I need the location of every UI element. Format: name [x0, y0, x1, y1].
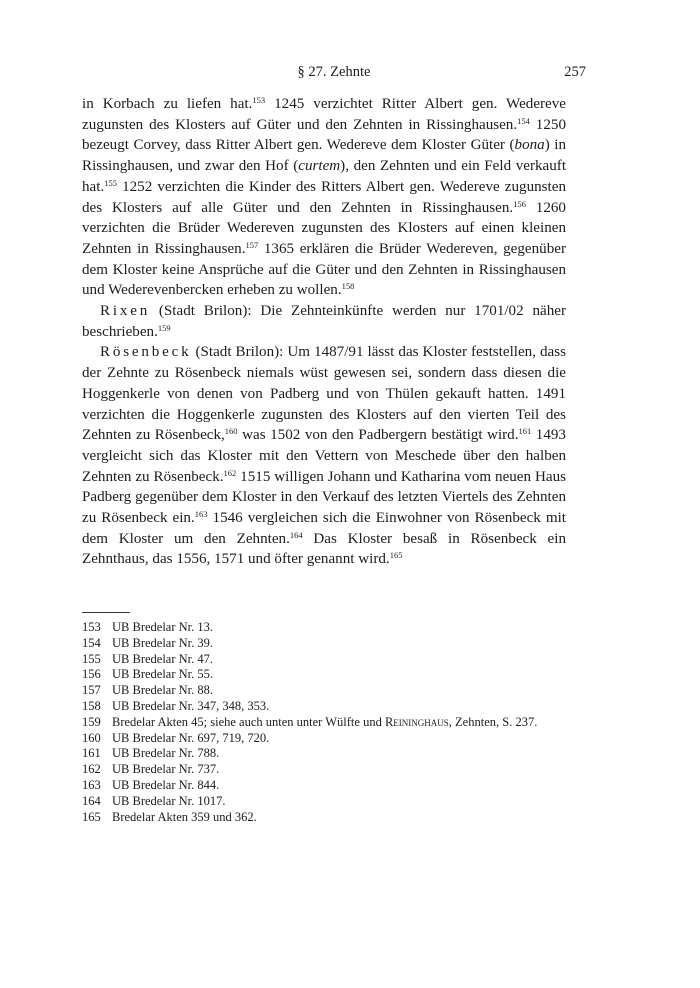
- text-run: 1250 bezeugt Corvey, dass Ritter Albert gen. Wedereve dem Kloster Güter (: [82, 116, 566, 154]
- footnote-item: [82, 731, 566, 747]
- text-run: 1493 vergleicht sich das Kloster mit den Vettern von Meschede über den halben Zehnten zu Rösenbeck.: [82, 427, 566, 485]
- page-number: 257: [564, 64, 586, 80]
- footnote-text: UB Bredelar Nr. 347, 348, 353.: [112, 698, 270, 713]
- footnote-text: UB Bredelar Nr. 788.: [112, 746, 220, 761]
- text-run: 1365 erklären die Brüder Wedereven, gegenüber dem Kloster keine Ansprüche auf die Güter und den Zehnten in Rissinghausen und Wederevenbercken erheben zu wollen.: [82, 240, 566, 299]
- footnote-ref-153[interactable]: 153: [252, 95, 266, 105]
- footnote-number: 163: [82, 777, 101, 792]
- footnote-number: 156: [82, 667, 101, 682]
- footnote-ref-161[interactable]: 161: [518, 426, 532, 437]
- footnote-number: 165: [82, 809, 101, 824]
- footnote-ref-154[interactable]: 154: [517, 115, 530, 126]
- footnote-ref-162[interactable]: 162: [223, 467, 237, 478]
- place-name-rixen: Rixen: [100, 303, 151, 320]
- text-run: (Stadt Brilon): Um 1487/91 lässt das Kloster feststellen, dass der Zehnte zu Rösenbeck niemals wüst gewesen sei, sondern dass diesen die Hoggenkerle von denen von Padberg und von Thülen gekauft hatten. 1491 verzichten die Hoggenkerle zugunsten des Klosters auf den vierten Teil des Zehnten zu Rösenbeck,: [82, 344, 566, 444]
- text-run: Das Kloster besaß in Rösenbeck ein Zehnthaus, das 1556, 1571 und öfter genannt wird.: [82, 530, 566, 568]
- footnote-separator: [82, 612, 130, 613]
- latin-term-bona: bona: [514, 137, 545, 154]
- text-run: 1546 vergleichen sich die Einwohner von Rösenbeck mit dem Kloster um den Zehnten.: [82, 510, 567, 547]
- paragraph-rissinghausen: [82, 94, 566, 301]
- footnote-number: 158: [82, 698, 101, 713]
- footnote-ref-155[interactable]: 155: [104, 177, 117, 188]
- footnote-ref-160[interactable]: 160: [224, 426, 238, 437]
- text-run: ), den Zehnten und ein Feld verkauft hat.: [82, 158, 567, 195]
- footnote-number: 162: [82, 762, 101, 777]
- footnote-item: [82, 778, 566, 794]
- footnote-ref-159[interactable]: 159: [157, 322, 171, 333]
- footnote-item: [82, 652, 566, 668]
- footnote-number: 154: [82, 635, 101, 650]
- author-name: Reininghaus: [384, 714, 449, 729]
- text-run: Bredelar Akten 45; siehe auch unten unter Wülfte und: [112, 714, 385, 729]
- footnote-item: [82, 636, 566, 652]
- footnote-ref-156[interactable]: 156: [513, 198, 526, 209]
- footnote-text: UB Bredelar Nr. 39.: [112, 635, 214, 650]
- footnote-text: UB Bredelar Nr. 47.: [112, 651, 214, 666]
- footnotes: [82, 620, 566, 825]
- text-run: in Korbach zu liefen hat.: [82, 96, 253, 112]
- text-run: 1515 willigen Johann und Katharina vom neuen Haus Padberg gegenüber dem Kloster in den Verkauf des letzten Viertels des Zehnten zu Rösenbeck ein.: [82, 468, 566, 527]
- footnote-ref-163[interactable]: 163: [194, 509, 208, 520]
- footnote-item: [82, 683, 566, 699]
- body-text: [82, 94, 566, 570]
- footnote-item: [82, 762, 566, 778]
- footnote-text: UB Bredelar Nr. 13.: [112, 620, 214, 634]
- footnote-text: [112, 715, 566, 731]
- text-run: ) in Rissinghausen, und zwar den Hof (: [82, 137, 566, 175]
- footnote-text: UB Bredelar Nr. 55.: [112, 667, 214, 682]
- footnote-ref-165[interactable]: 165: [389, 550, 403, 561]
- footnote-number: 157: [82, 683, 101, 698]
- paragraph-roesenbeck: [82, 342, 566, 570]
- footnote-item: [82, 810, 566, 826]
- footnote-ref-157[interactable]: 157: [245, 239, 259, 250]
- footnote-item: [82, 746, 566, 762]
- text-run: was 1502 von den Padbergern bestätigt wird.: [237, 427, 519, 444]
- running-head: [82, 64, 586, 82]
- text-run: , Zehnten, S. 237.: [448, 714, 538, 729]
- footnote-item: [82, 667, 566, 683]
- footnote-number: 159: [82, 714, 101, 729]
- footnote-number: 160: [82, 730, 101, 745]
- footnote-item: [82, 699, 566, 715]
- footnote-text: UB Bredelar Nr. 697, 719, 720.: [112, 730, 270, 745]
- footnote-number: 161: [82, 746, 101, 761]
- footnote-ref-158[interactable]: 158: [341, 281, 355, 292]
- latin-term-curtem: curtem: [298, 158, 341, 175]
- section-title: § 27. Zehnte: [297, 64, 371, 80]
- text-run: 1245 verzichtet Ritter Albert gen. Wedereve zugunsten des Klosters auf Güter und den Zehnten in Rissinghausen.: [82, 96, 566, 133]
- footnote-item: [82, 794, 566, 810]
- text-run: (Stadt Brilon): Die Zehnteinkünfte werden nur 1701/02 näher beschrieben.: [82, 303, 566, 340]
- text-run: 1252 verzichten die Kinder des Ritters Albert gen. Wedereve zugunsten des Klosters auf alle Güter und den Zehnten in Rissinghausen.: [82, 178, 566, 216]
- footnote-item: [82, 715, 566, 731]
- paragraph-rixen: [82, 301, 566, 342]
- footnote-number: 153: [82, 620, 101, 634]
- footnote-item: [82, 620, 566, 636]
- footnote-text: UB Bredelar Nr. 88.: [112, 683, 214, 698]
- footnote-text: UB Bredelar Nr. 737.: [112, 762, 220, 777]
- footnote-text: UB Bredelar Nr. 1017.: [112, 793, 226, 808]
- footnote-number: 164: [82, 793, 101, 808]
- place-name-roesenbeck: Rösenbeck: [100, 344, 192, 361]
- text-run: 1260 verzichten die Brüder Wedereven zugunsten des Klosters auf einen kleinen Zehnten in Rissinghausen.: [82, 199, 566, 257]
- footnote-text: UB Bredelar Nr. 844.: [112, 777, 220, 792]
- footnote-number: 155: [82, 651, 101, 666]
- footnote-ref-164[interactable]: 164: [289, 529, 303, 540]
- footnote-text: Bredelar Akten 359 und 362.: [112, 809, 257, 824]
